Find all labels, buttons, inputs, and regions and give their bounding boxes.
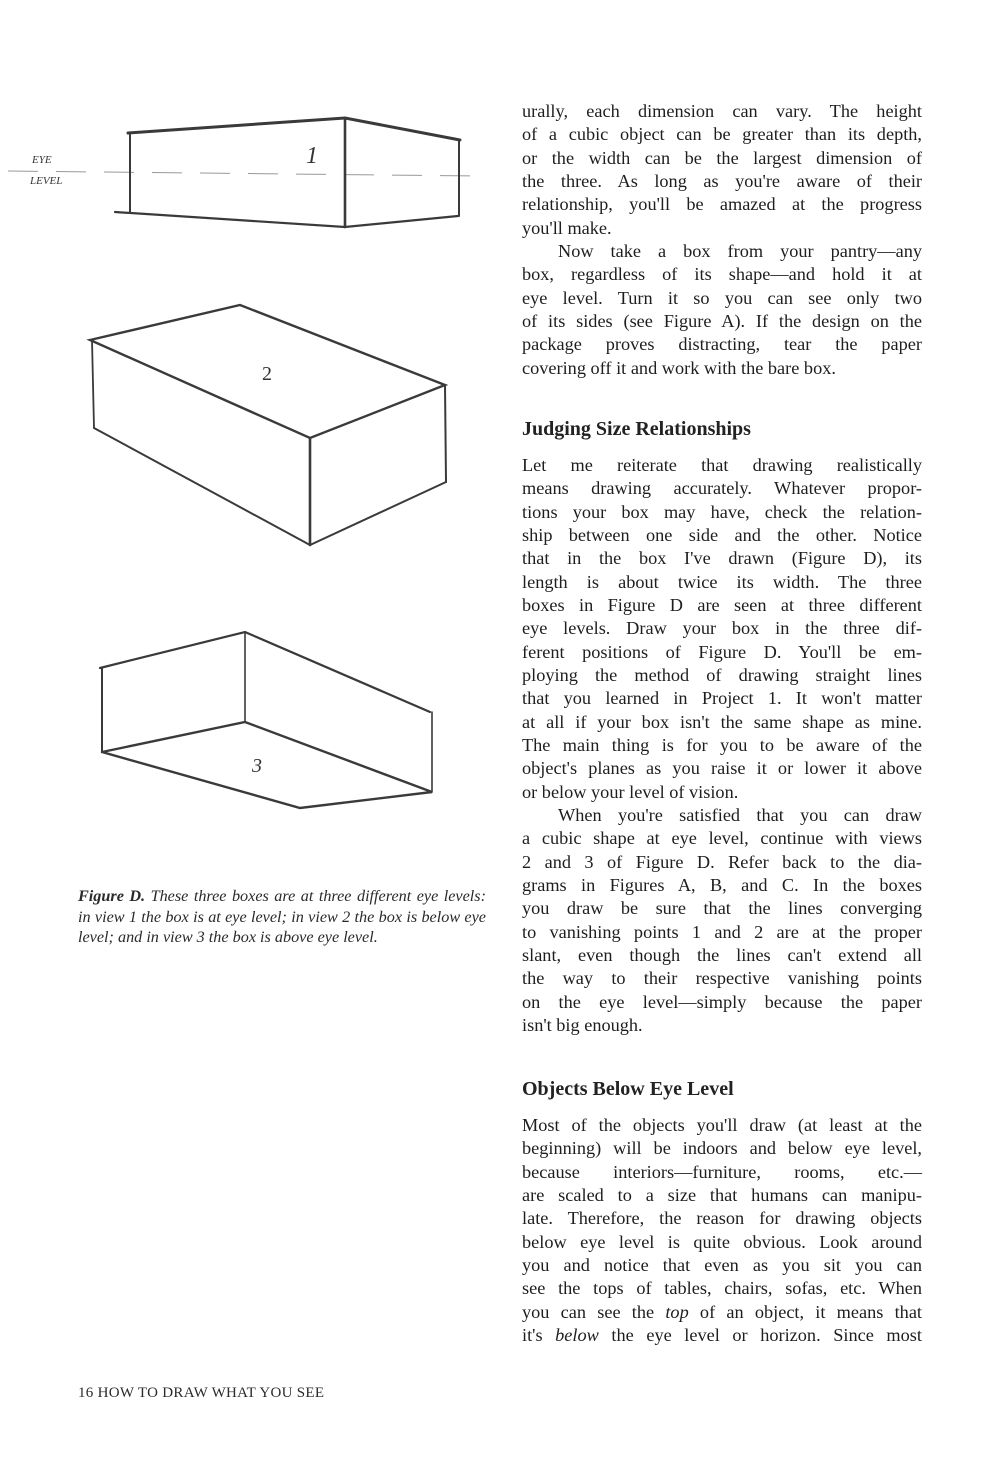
text-line: Let me reiterate that drawing realistically [522,455,922,475]
text-line: ploying the method of drawing straight lines [522,665,922,686]
text-line: isn't big enough. [522,1015,643,1036]
text-line: Now take a box from your pantry—any [558,241,922,261]
text-segment: you can see the [522,1301,666,1322]
text-line: eye level. Turn it so you can see only two [522,287,922,308]
heading-judging-size: Judging Size Relationships [522,418,751,440]
box-number-2: 2 [262,363,272,385]
text-line: relationship, you'll be amazed at the progress [522,194,922,215]
box-2-sketch [90,305,446,545]
box-number-1: 1 [306,143,318,169]
text-line: you and notice that even as you sit you can [522,1255,922,1276]
box-3-sketch [100,632,432,808]
text-line: Most of the objects you'll draw (at least at the [522,1115,922,1135]
text-line: the way to their respective vanishing points [522,968,922,989]
text-line: are scaled to a size that humans can manipu- [522,1185,922,1206]
paragraph-2 [522,240,922,380]
text-line: tions your box may have, check the relation- [522,501,922,522]
paragraph-1 [522,100,922,240]
text-line: 2 and 3 of Figure D. Refer back to the dia- [522,851,922,872]
text-line: because interiors—furniture, rooms, etc.— [522,1161,922,1182]
text-line: late. Therefore, the reason for drawing objects [522,1208,922,1229]
text-line: or below your level of vision. [522,781,739,802]
paragraph-5 [522,1114,922,1347]
text-line: or the width can be the largest dimension of [522,147,922,168]
box-number-3: 3 [252,755,262,777]
text-line: ferent positions of Figure D. You'll be em- [522,641,922,662]
caption-text: These three boxes are at three different eye levels: in view 1 the box is at eye level; in view 2 the box is below eye level; and in view 3 the box is above eye level. [78,887,486,946]
text-line: means drawing accurately. Whatever propor- [522,478,922,499]
text-line: When you're satisfied that you can draw [558,805,922,825]
emphasis: below [555,1325,599,1346]
text-segment: of an object, it means that [688,1301,923,1322]
eye-label: EYE [32,154,52,166]
text-line: to vanishing points 1 and 2 are at the proper [522,921,922,942]
text-line: grams in Figures A, B, and C. In the boxes [522,875,922,896]
text-line [522,1301,922,1324]
box-1-sketch [8,118,478,227]
text-line: beginning) will be indoors and below eye level, [522,1138,922,1159]
text-line: box, regardless of its shape—and hold it at [522,264,922,285]
text-line: that you learned in Project 1. It won't matter [522,688,922,709]
text-line: see the tops of tables, chairs, sofas, etc. When [522,1278,922,1299]
text-line: of its sides (see Figure A). If the design on the [522,311,922,332]
text-segment: the eye level or horizon. Since most [598,1325,922,1346]
figure-caption [78,886,486,948]
text-line: that in the box I've drawn (Figure D), its [522,548,922,569]
text-line: covering off it and work with the bare box. [522,357,836,378]
text-line: The main thing is for you to be aware of the [522,735,922,756]
paragraph-3 [522,454,922,804]
text-line: the three. As long as you're aware of their [522,171,922,192]
text-line: length is about twice its width. The three [522,571,922,592]
figure-d-sketches [0,0,500,860]
text-line: of a cubic object can be greater than its depth, [522,124,922,145]
text-line: package proves distracting, tear the paper [522,334,922,355]
text-line: you'll make. [522,217,612,238]
caption-label: Figure D. [78,887,146,905]
text-segment: it's [522,1325,556,1346]
text-line: boxes in Figure D are seen at three different [522,595,922,616]
text-line: on the eye level—simply because the paper [522,991,922,1012]
text-line: ship between one side and the other. Notice [522,525,922,546]
paragraph-4 [522,804,922,1037]
text-line: at all if your box isn't the same shape as mine. [522,711,922,732]
text-line: you draw be sure that the lines converging [522,898,922,919]
emphasis: top [665,1301,689,1322]
level-label: LEVEL [30,175,63,187]
text-line: urally, each dimension can vary. The height [522,101,922,121]
text-line: eye levels. Draw your box in the three dif- [522,618,922,639]
page-footer: 16 HOW TO DRAW WHAT YOU SEE [78,1385,325,1401]
text-line: a cubic shape at eye level, continue with views [522,828,922,849]
heading-objects-below: Objects Below Eye Level [522,1078,734,1100]
text-line: slant, even though the lines can't extend all [522,945,922,966]
text-line: below eye level is quite obvious. Look around [522,1231,922,1252]
text-line [522,1324,922,1347]
text-line: object's planes as you raise it or lower it above [522,758,922,779]
